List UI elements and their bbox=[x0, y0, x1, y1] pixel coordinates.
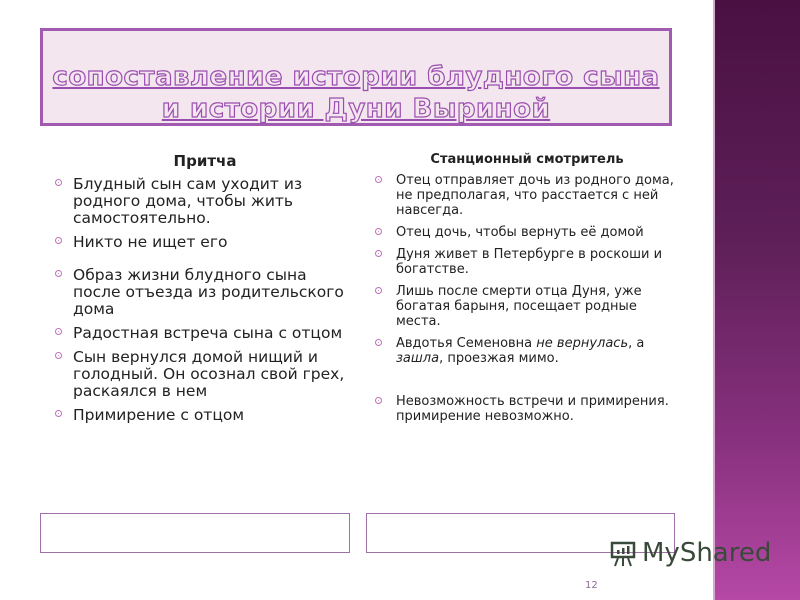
item-text: Блудный сын сам уходит из родного дома, чтобы жить самостоятельно. bbox=[73, 175, 303, 227]
item-text: Лишь после смерти отца Дуня, уже богатая барыня, посещает родные места. bbox=[396, 284, 642, 329]
bullet-icon bbox=[55, 328, 62, 335]
list-item bbox=[372, 225, 682, 240]
bullet-icon bbox=[375, 228, 382, 235]
list-item bbox=[55, 267, 355, 318]
parable-column bbox=[55, 152, 355, 431]
bullet-icon bbox=[375, 176, 382, 183]
watermark-logo bbox=[608, 538, 771, 568]
item-text-italic: не вернулась bbox=[536, 336, 629, 351]
item-text: Никто не ищет его bbox=[73, 233, 228, 251]
item-text: Образ жизни блудного сына после отъезда из родительского дома bbox=[73, 266, 344, 318]
title-box bbox=[40, 28, 672, 126]
list-item bbox=[372, 284, 682, 329]
decorative-sidebar bbox=[713, 0, 800, 600]
bullet-icon bbox=[375, 397, 382, 404]
station-master-column bbox=[372, 152, 682, 431]
item-text: , проезжая мимо. bbox=[439, 351, 559, 366]
bullet-icon bbox=[55, 237, 62, 244]
list-item bbox=[55, 234, 355, 251]
station-master-heading: Станционный смотритель bbox=[430, 152, 624, 167]
slide-title: сопоставление истории блудного сына и истории Дуни Выриной bbox=[52, 62, 660, 124]
list-item bbox=[372, 173, 682, 218]
bullet-icon bbox=[55, 352, 62, 359]
list-item bbox=[55, 325, 355, 342]
bullet-icon bbox=[55, 410, 62, 417]
item-text: Дуня живет в Петербурге в роскоши и богатстве. bbox=[396, 247, 663, 277]
item-text: Авдотья Семеновна bbox=[396, 336, 537, 351]
item-text: Примирение с отцом bbox=[73, 406, 245, 424]
item-text: Отец дочь, чтобы вернуть её домой bbox=[396, 225, 644, 240]
watermark-text: MyShared bbox=[642, 538, 772, 568]
item-text: Радостная встреча сына с отцом bbox=[73, 324, 343, 342]
page-number: 12 bbox=[585, 580, 598, 591]
list-item bbox=[55, 176, 355, 227]
list-item bbox=[55, 407, 355, 424]
presentation-board-icon bbox=[608, 538, 638, 568]
item-text: Отец отправляет дочь из родного дома, не предполагая, что расстается с ней навсегда. bbox=[396, 173, 674, 218]
bullet-icon bbox=[55, 179, 62, 186]
item-text: , а bbox=[628, 336, 645, 351]
empty-box-left bbox=[40, 513, 350, 553]
bullet-icon bbox=[375, 287, 382, 294]
list-item bbox=[55, 349, 355, 400]
bullet-icon bbox=[375, 339, 382, 346]
item-text: Сын вернулся домой нищий и голодный. Он осознал свой грех, раскаялся в нем bbox=[73, 348, 345, 400]
bullet-icon bbox=[375, 250, 382, 257]
list-item bbox=[372, 336, 682, 366]
list-item bbox=[372, 394, 682, 424]
parable-heading: Притча bbox=[173, 152, 237, 170]
bullet-icon bbox=[55, 270, 62, 277]
item-text-italic: зашла bbox=[396, 351, 440, 366]
item-text: Невозможность встречи и примирения. примирение невозможно. bbox=[396, 394, 669, 424]
list-item bbox=[372, 247, 682, 277]
